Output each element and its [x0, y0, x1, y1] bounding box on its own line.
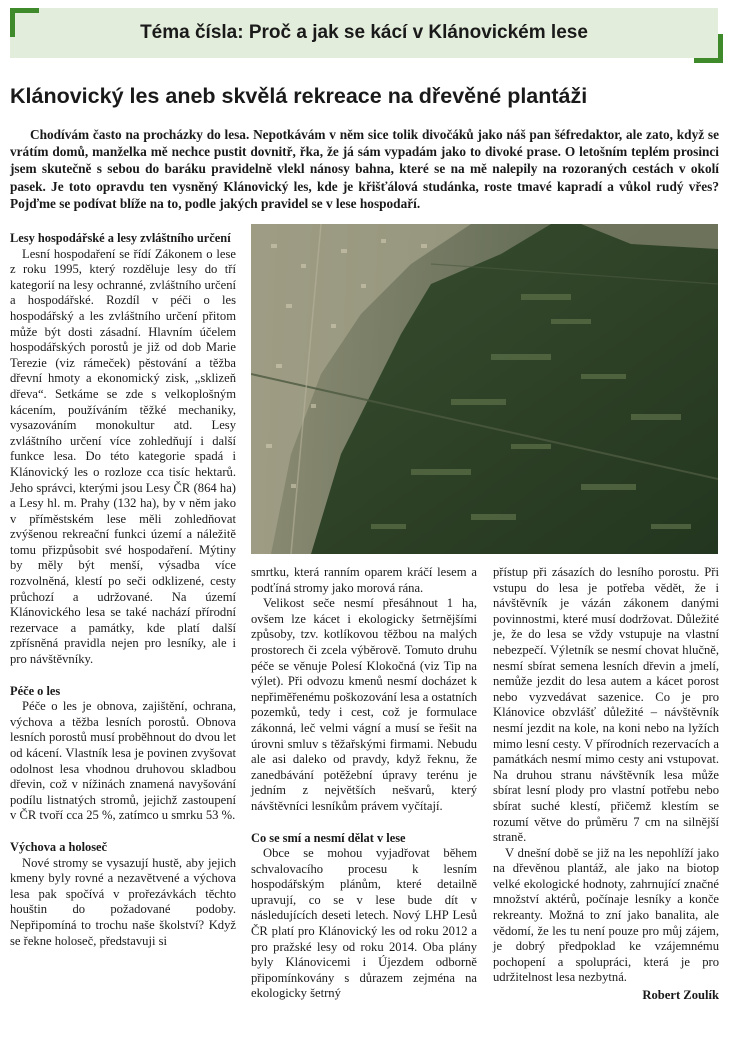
paragraph-rules: přístup při zásazích do lesního porostu. Při vstupu do lesa je potřeba vědět, že i návštěvník je vázán zákonem danými povinnostmi, které musí dodržovat. Důležité je, že do lesa se vždy vstupuje na vlastní nebezpečí. Výletník se nesmí chovat hlučně, nesmí sbírat semena lesních dřevin a jmelí, nemůže jezdit do lesa autem a kácet porost nebo vyzvedávat sazenice. Co je pro Klánovice obzvlášť důležité – návštěvník nesmí jezdit na kole, na koni nebo na lyžích mimo lesní cesty. V přírodních rezervacích a památkách nesmí mimo cesty ani vstupovat. Na druhou stranu návštěvník lesa může sbírat lesní plody pro vlastní potřebu nebo sbírat suché klestí, přičemž klestím se rozumí větve do průměru 7 cm na silnější straně. — [493, 565, 719, 845]
column-right — [493, 565, 719, 1004]
paragraph-forest-types: Lesní hospodaření se řídí Zákonem o lese z roku 1995, který rozděluje lesy do tří kategorií na lesy ochranné, zvláštního určení a hospodářské. Rozdíl v péči o les hospodářský a les zvláštního určení přitom může být dosti zásadní. Hlavním účelem hospodářských porostů je již od dob Marie Terezie (viz rámeček) pěstování a těžba dřevní hmoty a ekonomický zisk, „sklizeň dřeva“. Setkáme se zde s velkoplošným kácením, používáním těžké mechaniky, vysazováním monokultur atd. Lesy zvláštního určení více zohledňují i další funkce lesa. Do této kategorie spadá i Klánovický les o rozloze cca tisíc hektarů. Jeho správci, kterými jsou Lesy ČR (864 ha) a Lesy hl. m. Prahy (132 ha), by v něm jako v příměstském lese měli zohledňovat zvýšenou rekreační funkci území a náležitě tomu přizpůsobit své hospodaření. Mýtiny by měly být menší, výsadba více rozvolněná, klestí po seči odklizené, cesty průchozí a udržované. Na území Klánovického lesa se také nachází přírodní rezervace a památky, kde platí další zpřísněná pravidla nejen pro lesníky, ale i pro návštěvníky. — [10, 246, 236, 667]
column-left — [10, 231, 236, 949]
author-signature: Robert Zoulík — [642, 988, 719, 1003]
heading-clearcut: Výchova a holoseč — [10, 839, 108, 854]
paragraph-cut-size: Velikost seče nesmí přesáhnout 1 ha, ovšem lze kácet i ekologicky šetrnějšími způsoby, tzv. kotlíkovou těžbou na malých prostorech či zcela výběrově. Tomuto druhu péče se věnuje Polesí Klokočná (viz Tip na výlet). Při odvozu kmenů nesmí docházet k nepřiměřenému poškozování lesa a ostatních pozemků, tedy i cest, což je formulace zákonná, leč velmi vágní a musí se řešit na úrovni smluv s těžařskými firmami. Nebudu ale asi daleko od pravdy, když řeknu, že zanedbávání potěžební úpravy terénu je jedním z největších nešvarů, který návštěvníci lesníkům právem vyčítají. — [251, 596, 477, 813]
article-lead: Chodívám často na procházky do lesa. Nepotkávám v něm sice tolik divočáků jako náš pan šéfredaktor, ale zato, když se vrátím domů, manželka mě nechce pustit dovnitř, řka, že já sám vypadám jako to divoké prase. O letošním teplém prosinci jsem skutečně s sebou do baráku pravidelně vlekl nánosy bahna, které se na mě nalepily na rozoraných cestách v okolí pasek. Je toto opravdu ten vysněný Klánovický les, kde je křišťálová studánka, roste tmavé kapradí a vůkol rudý vřes? Pojďme se podívat blíže na to, podle jakých pravidel se v lese hospodaří. — [10, 127, 719, 211]
spacer — [251, 815, 477, 831]
paragraph-clearcut: Nové stromy se vysazují hustě, aby jejich kmeny byly rovné a nezavětvené a výchova lesa pak spočívá v prořezávkách těchto houštin do požadované podoby. Nepřipomíná to trochu naše školství? Když se řekne holoseč, představuji si — [10, 855, 236, 948]
spacer — [10, 824, 236, 840]
paragraph-continuation: smrtku, která ranním oparem kráčí lesem a podťíná stromy jako morová rána. — [251, 565, 477, 595]
paragraph-conclusion: V dnešní době se již na les nepohlíží jako na dřevěnou plantáž, ale jako na biotop velké ekologické hodnoty, zahrnující značné množství aktérů, počínaje lesníky a konče rekreanty. Možná to zní jako banalita, ale vědomí, že les tu není pouze pro můj zájem, je dobrý předpoklad ke vzájemnému pochopení a spolupráci, která je pro udržitelnost lesa nezbytná. — [493, 845, 719, 985]
heading-allowed: Co se smí a nesmí dělat v lese — [251, 830, 406, 845]
spacer — [10, 668, 236, 684]
paragraph-allowed: Obce se mohou vyjadřovat během schvalovacího procesu k lesním hospodářským plánům, které detailně upravují, co se v lese bude dít v následujících deseti letech. Nový LHP Lesů ČR platí pro Klánovický les od roku 2012 a pro pražské lesy od roku 2014. Oba plány byly Klánovicemi i Újezdem odborně připomínkovány s důrazem zejména na ekologicky šetrný — [251, 846, 477, 1001]
aerial-photo-illustration — [251, 224, 718, 554]
column-middle — [251, 565, 477, 1002]
article-title: Klánovický les aneb skvělá rekreace na dřevěné plantáži — [10, 84, 588, 108]
banner-title: Téma čísla: Proč a jak se kácí v Klánovickém lese — [140, 22, 588, 43]
aerial-forest-photo — [251, 224, 718, 554]
heading-forest-types: Lesy hospodářské a lesy zvláštního určení — [10, 231, 231, 245]
heading-forest-care: Péče o les — [10, 683, 61, 698]
paragraph-forest-care: Péče o les je obnova, zajištění, ochrana, výchova a těžba lesních porostů. Obnova lesních porostů musí proběhnout do dvou let od kácení. Vlastník lesa je povinen zvyšovat odolnost lesa vhodnou druhovou skladbou dřevin, což v nížinách znamená navyšování podílu listnatých stromů, jejichž zastoupení v ČR tvoří cca 25 %, zatímco u smrku 53 %. — [10, 699, 236, 823]
